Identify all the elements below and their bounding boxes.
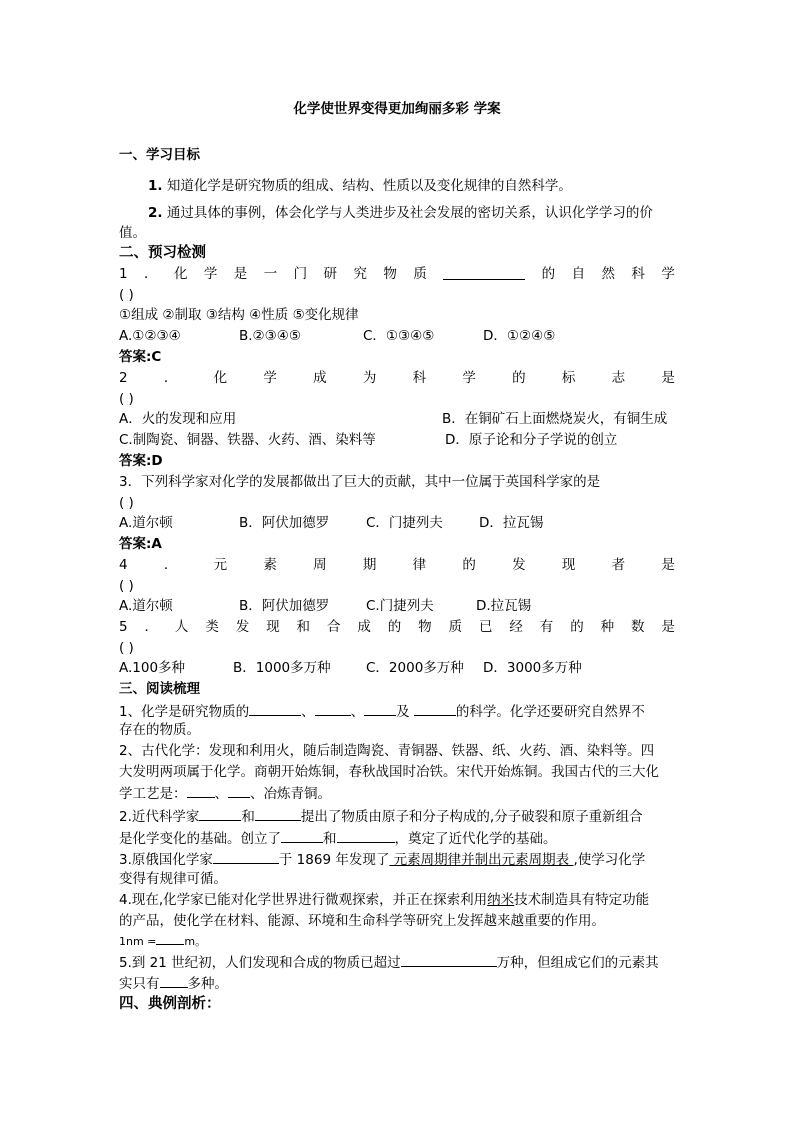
q4-char: 的 <box>462 557 476 573</box>
p6-blank-2[interactable] <box>160 973 188 988</box>
q2-char: 化 <box>213 370 228 386</box>
q5-char: 现 <box>266 619 280 635</box>
q5-char: 人 <box>174 619 189 635</box>
q2-char: 志 <box>611 370 626 386</box>
section-3-heading: 三、阅读梳理 <box>119 681 200 697</box>
p2-text: 、 <box>214 786 228 802</box>
q1-char: 学 <box>203 266 218 282</box>
q4-opt-d: D.拉瓦锡 <box>476 598 532 614</box>
p3-text: ，奠定了近代化学的基础。 <box>394 831 557 847</box>
q4-opt-b: B．阿伏加德罗 <box>239 598 330 614</box>
q5-char: 有 <box>539 619 554 635</box>
p3-blank-2[interactable] <box>255 806 301 821</box>
reading-p6-line1 <box>119 952 659 972</box>
q2-answer: 答案:D <box>119 453 163 469</box>
q1-char: 科 <box>631 266 645 282</box>
p1-text: 、 <box>301 704 315 720</box>
q5-char: 质 <box>448 619 463 635</box>
q3-paren: ( ) <box>119 495 134 511</box>
q2-char: 学 <box>263 370 277 386</box>
q5-char: 发 <box>235 619 250 635</box>
goal-2-cont: 值。 <box>119 225 146 241</box>
reading-p3-line1 <box>119 806 643 826</box>
goal-1 <box>148 177 572 195</box>
p5-blank-1[interactable] <box>156 933 184 945</box>
p6-text: 实只有 <box>119 976 160 992</box>
q1-blank[interactable] <box>443 265 525 280</box>
reading-p2-line3 <box>119 783 331 803</box>
q2-char: 科 <box>412 370 427 386</box>
q4-char: 者 <box>611 557 626 573</box>
q3-opt-d: D．拉瓦锡 <box>479 515 544 531</box>
q5-opt-a: A.100多种 <box>119 660 186 676</box>
q2-char: 2 <box>119 370 128 386</box>
goal-2 <box>148 204 653 222</box>
q2-opt-b: B．在铜矿石上面燃烧炭火，有铜生成 <box>442 411 668 427</box>
q4-paren: ( ) <box>119 578 134 594</box>
q1-opt-a: A.①②③④ <box>119 328 181 344</box>
q1-char: 自 <box>571 266 586 282</box>
p6-blank-1[interactable] <box>401 952 497 967</box>
q3-answer: 答案:A <box>119 536 162 552</box>
q1-paren: ( ) <box>119 287 134 303</box>
q5-char: 的 <box>570 619 584 635</box>
p4-underlined-text: 元素周期律并制出元素周期表 <box>389 852 574 868</box>
q1-stem <box>119 265 675 283</box>
p3-text: 提出了物质由原子和分子构成的,分子破裂和原子重新组合 <box>300 809 643 825</box>
q3-opt-a: A.道尔顿 <box>119 515 173 531</box>
reading-p3-line2 <box>119 828 557 848</box>
p2-blank-2[interactable] <box>228 783 250 798</box>
q2-stem <box>119 369 675 387</box>
q4-char: 元 <box>213 557 228 573</box>
q5-char: 类 <box>205 619 219 635</box>
q1-char: 化 <box>173 266 188 282</box>
p1-blank-2[interactable] <box>315 701 351 716</box>
q2-char: 是 <box>661 370 675 386</box>
section-1-heading: 一、学习目标 <box>119 147 200 163</box>
reading-p4-line2: 变得有规律可循。 <box>119 871 227 887</box>
p3-blank-4[interactable] <box>337 828 395 843</box>
q5-stem <box>119 618 675 636</box>
q5-char: 物 <box>418 619 432 635</box>
q1-char: 学 <box>661 266 675 282</box>
q2-opt-c: C.制陶瓷、铜器、铁器、火药、酒、染料等 <box>119 432 376 448</box>
q5-char: 合 <box>326 619 341 635</box>
q4-char: 现 <box>561 557 576 573</box>
q5-char: 是 <box>661 619 675 635</box>
q3-stem: 3．下列科学家对化学的发展都做出了巨大的贡献，其中一位属于英国科学家的是 <box>119 474 601 490</box>
q1-char: 究 <box>353 266 367 282</box>
q3-options <box>119 514 543 532</box>
p2-text: 、冶炼青铜。 <box>250 786 331 802</box>
p3-text: 是化学变化的基础。创立了 <box>119 831 281 847</box>
q2-char: 成 <box>313 370 327 386</box>
p6-text: 5.到 21 世纪初，人们发现和合成的物质已超过 <box>119 955 401 971</box>
q1-items: ①组成 ②制取 ③结构 ④性质 ⑤变化规律 <box>119 307 359 323</box>
p5-text: m。 <box>184 935 207 948</box>
q2-char: 的 <box>512 370 526 386</box>
q1-char: 门 <box>293 266 308 282</box>
q1-char: 是 <box>233 266 248 282</box>
q4-stem <box>119 556 675 574</box>
reading-p1-line2: 存在的物质。 <box>119 722 200 738</box>
q2-options-row1 <box>119 410 667 428</box>
p1-text: 及 <box>396 704 410 720</box>
q1-opt-d: D．①②④⑤ <box>483 328 556 344</box>
q2-options-row2 <box>119 431 617 449</box>
p1-text: 的科学。化学还要研究自然界不 <box>455 704 645 720</box>
q2-char: ． <box>163 370 178 386</box>
p1-blank-4[interactable] <box>414 701 456 716</box>
section-2-heading: 二、预习检测 <box>119 245 206 261</box>
q1-char: 质 <box>413 266 427 282</box>
p3-text: 和 <box>323 831 337 847</box>
q5-opt-b: B．1000多万种 <box>233 660 331 676</box>
q5-opt-d: D．3000多万种 <box>483 660 582 676</box>
q5-char: ． <box>144 619 158 635</box>
q5-char: 和 <box>296 619 311 635</box>
reading-p2-line1: 2、古代化学：发现和利用火，随后制造陶瓷、青铜器、铁器、纸、火药、酒、染料等。四 <box>119 743 655 759</box>
p6-text: 多种。 <box>187 976 228 992</box>
q4-opt-a: A.道尔顿 <box>119 598 173 614</box>
p5-text: 1nm = <box>119 935 157 948</box>
goal-1-text: 知道化学是研究物质的组成、结构、性质以及变化规律的自然科学。 <box>166 178 572 194</box>
q2-char: 学 <box>462 370 476 386</box>
p1-blank-1[interactable] <box>249 701 301 716</box>
q1-opt-b: B.②③④⑤ <box>239 328 301 344</box>
goal-2-text: 通过具体的事例，体会化学与人类进步及社会发展的密切关系，认识化学学习的价 <box>166 205 653 221</box>
q4-char: 发 <box>512 557 526 573</box>
q5-char: 经 <box>509 619 523 635</box>
q2-opt-d: D．原子论和分子学说的创立 <box>445 432 618 448</box>
q4-char: 周 <box>313 557 327 573</box>
q2-char: 为 <box>362 370 377 386</box>
q3-opt-c: C．门捷列夫 <box>366 515 443 531</box>
reading-p4-line1 <box>119 849 645 869</box>
reading-p5-line1 <box>119 891 649 909</box>
q5-char: 的 <box>387 619 402 635</box>
q4-char: 是 <box>661 557 675 573</box>
q4-char: 素 <box>263 557 277 573</box>
p4-text: 3.原俄国化学家 <box>119 852 213 868</box>
q5-paren: ( ) <box>119 640 134 656</box>
q1-char: ． <box>144 266 158 282</box>
q1-char: 研 <box>323 266 338 282</box>
q2-char: 标 <box>561 370 576 386</box>
q4-options <box>119 597 531 615</box>
reading-p1-line1 <box>119 701 645 721</box>
p6-text: 万种，但组成它们的元素其 <box>496 955 659 971</box>
goal-1-num: 1. <box>148 178 163 194</box>
q3-opt-b: B．阿伏加德罗 <box>239 515 330 531</box>
page-title: 化学使世界变得更加绚丽多彩 学案 <box>293 101 501 117</box>
q1-char: 1 <box>119 266 128 282</box>
p3-text: 2.近代科学家 <box>119 809 200 825</box>
reading-p6-line2 <box>119 973 228 993</box>
p4-blank-1[interactable] <box>213 849 279 864</box>
q4-char: ． <box>163 557 178 573</box>
q5-opt-c: C．2000多万种 <box>366 660 464 676</box>
q5-char: 5 <box>119 619 128 635</box>
p4-text: 于 1869 年发现了 <box>278 852 390 868</box>
reading-p5-line2: 的产品，使化学在材料、能源、环境和生命科学等研究上发挥越来越重要的作用。 <box>119 913 605 929</box>
p1-text: 、 <box>350 704 365 720</box>
q1-char: 然 <box>601 266 615 282</box>
p2-text: 学工艺是： <box>119 786 187 802</box>
q1-answer: 答案:C <box>119 349 162 365</box>
q4-char: 律 <box>412 557 427 573</box>
q1-char: 一 <box>263 266 278 282</box>
q2-paren: ( ) <box>119 391 134 407</box>
reading-p5-line3 <box>119 933 206 951</box>
section-4-heading: 四、典例剖析： <box>119 996 221 1012</box>
q4-char: 4 <box>119 557 128 573</box>
q2-opt-a: A．火的发现和应用 <box>119 411 237 427</box>
q1-char: 物 <box>383 266 397 282</box>
q5-char: 已 <box>478 619 493 635</box>
q1-char: 的 <box>541 266 556 282</box>
p5-text: 技术制造具有特定功能 <box>514 892 650 908</box>
p3-blank-1[interactable] <box>199 806 241 821</box>
q4-char: 期 <box>362 557 377 573</box>
reading-p2-line2: 大发明两项属于化学。商朝开始炼铜，春秋战国时冶铁。宋代开始炼铜。我国古代的三大化 <box>119 764 659 780</box>
p4-text: ,使学习化学 <box>573 852 646 868</box>
q1-opt-c: C．①③④⑤ <box>363 328 435 344</box>
p3-blank-3[interactable] <box>281 828 323 843</box>
p1-blank-3[interactable] <box>364 701 396 716</box>
q5-char: 种 <box>600 619 615 635</box>
p5-text: 4.现在,化学家已能对化学世界进行微观探索，并正在探索利用 <box>119 892 488 908</box>
p3-text: 和 <box>241 809 255 825</box>
q5-char: 成 <box>357 619 371 635</box>
q5-options <box>119 659 582 677</box>
goal-2-num: 2. <box>148 205 163 221</box>
q5-char: 数 <box>631 619 645 635</box>
q4-opt-c: C.门捷列夫 <box>366 598 434 614</box>
p1-text: 1、化学是研究物质的 <box>119 704 250 720</box>
q1-options <box>119 327 555 345</box>
p5-underlined-text: 纳米 <box>487 892 515 908</box>
p2-blank-1[interactable] <box>187 783 215 798</box>
